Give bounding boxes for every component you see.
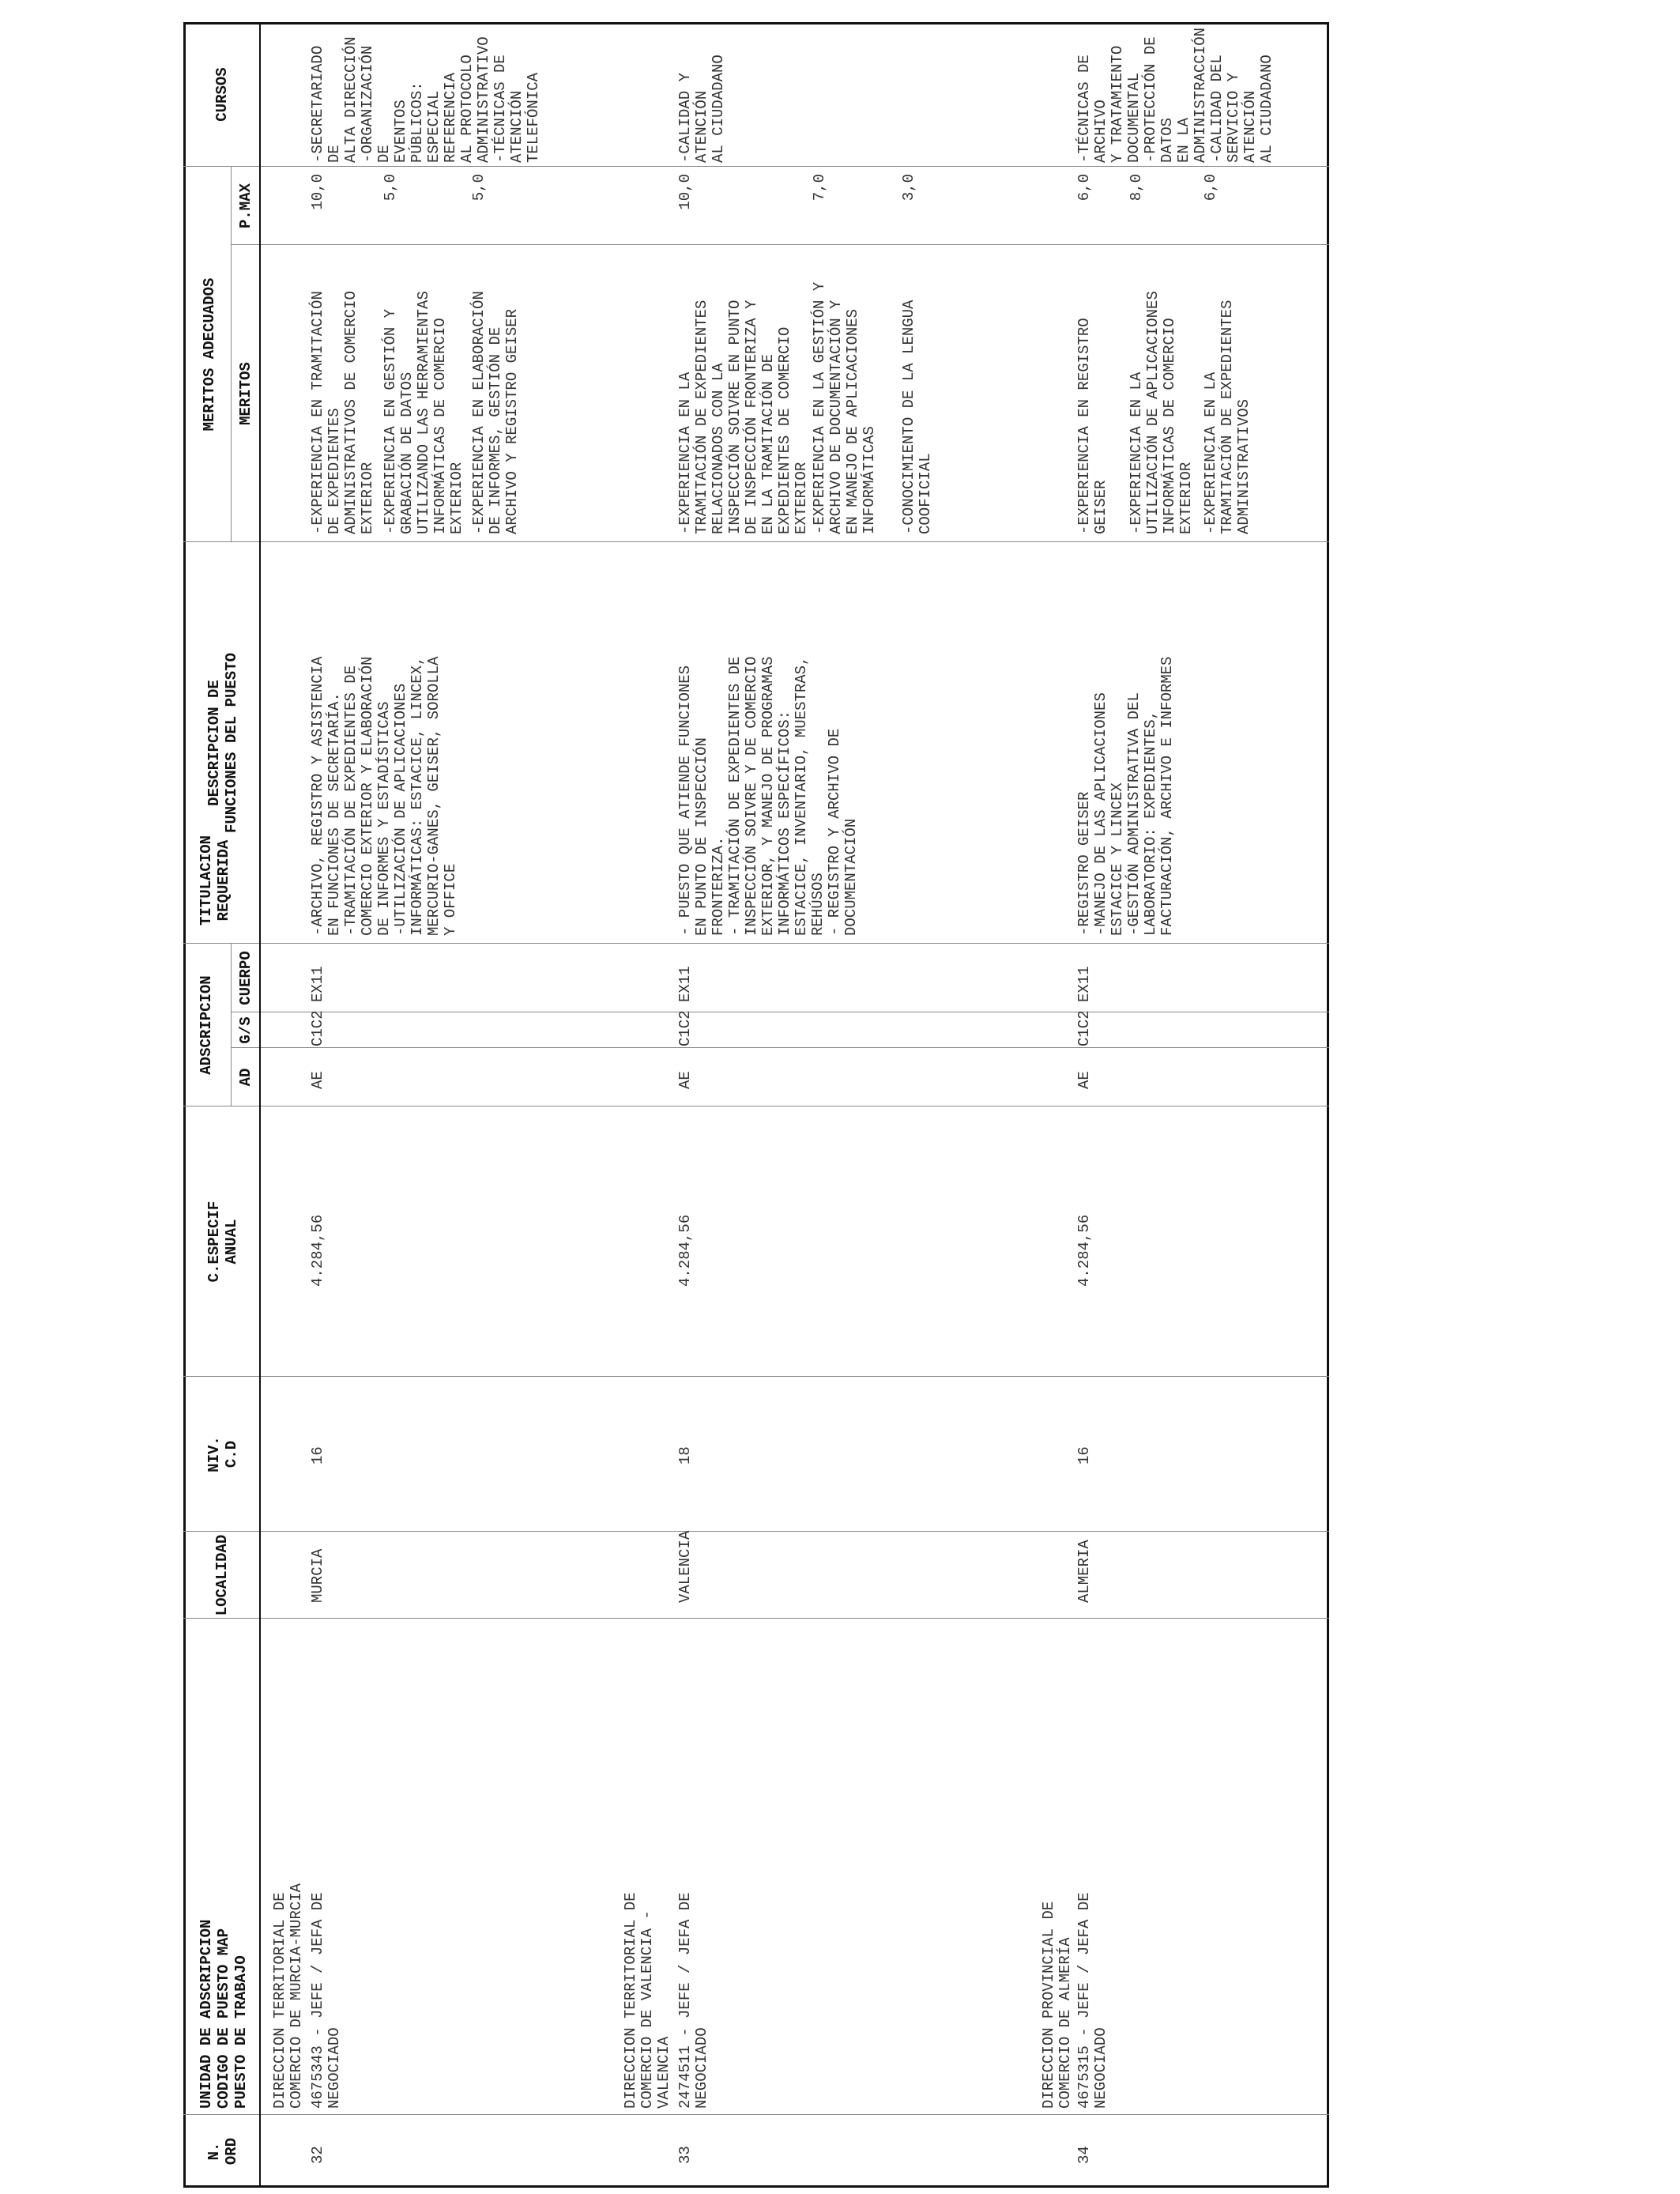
- row-33-pmax-1: 10,0: [676, 174, 694, 210]
- row-33-nivel: 18: [676, 1446, 694, 1465]
- col-divider: [183, 541, 1329, 542]
- row-33-merito-3: -CONOCIMIENTO DE LA LENGUA COOFICIAL: [900, 300, 934, 534]
- row-33-unit: DIRECCION TERRITORIAL DE COMERCIO DE VALENCIA - VALENCIA: [622, 1892, 672, 2109]
- header-gs-text: G/S: [237, 1016, 254, 1044]
- row-33-ad: AE: [676, 1071, 694, 1089]
- header-meritos-adecuados-text: MERITOS ADECUADOS: [201, 277, 218, 432]
- row-34-pmax-1: 6,0: [1075, 174, 1093, 202]
- header-meritos: [237, 245, 254, 542]
- col-divider: [183, 2114, 1329, 2115]
- header-unidad-line3: PUESTO DE TRABAJO: [232, 1955, 250, 2109]
- header-cursos-text: CURSOS: [213, 67, 231, 122]
- header-rule: [259, 22, 261, 2188]
- row-32-ad: AE: [309, 1071, 326, 1089]
- header-titulacion-line2: REQUERIDA: [215, 839, 232, 922]
- header-cursos: [213, 22, 231, 167]
- row-32-descripcion: -ARCHIVO, REGISTRO Y ASISTENCIA EN FUNCIONES DE SECRETARÍA. -TRAMITACIÓN DE EXPEDIENTES DE COMERCIO EXTERIOR Y ELABORACIÓN DE INFORMES Y ESTADÍSTICAS -UTILIZACIÓN DE APLICACIONES INFORMÁTICAS: ESTACICE, LINCEX, MERCURIO-GANES, GEISER, SOROLLA Y OFFICE: [309, 656, 459, 936]
- header-adscripcion-text: ADSCRIPCION: [198, 975, 215, 1075]
- header-n-ord-line1: N.: [205, 2142, 223, 2161]
- col-divider: [183, 1376, 1329, 1377]
- header-pmax: [237, 167, 254, 245]
- header-meritos-text: MERITOS: [237, 362, 254, 425]
- row-33-merito-2: -EXPERIENCIA EN LA GESTIÓN Y ARCHIVO DE DOCUMENTACIÓN Y EN MANEJO DE APLICACIONES INFORMÁTICAS: [811, 281, 878, 534]
- header-n-ord: [205, 2115, 240, 2188]
- row-34-cuerpo: EX11: [1075, 966, 1093, 1002]
- row-32-pmax-2: 5,0: [382, 174, 399, 202]
- header-pmax-text: P.MAX: [237, 183, 254, 229]
- col-divider: [183, 166, 1329, 167]
- row-34-order: 34: [1075, 2146, 1093, 2164]
- row-32-pmax-3: 5,0: [470, 174, 488, 202]
- row-34-merito-3: -EXPERIENCIA EN LA TRAMITACIÓN DE EXPEDIENTES ADMINISTRATIVOS: [1202, 300, 1252, 534]
- row-34-nivel: 16: [1075, 1446, 1093, 1465]
- row-33-gs: C1C2: [676, 1010, 694, 1046]
- row-32-localidad: MURCIA: [309, 1548, 326, 1603]
- header-descripcion-line1: DESCRIPCION DE: [205, 680, 223, 806]
- row-34-pmax-3: 6,0: [1202, 174, 1219, 202]
- col-divider: [183, 1618, 1329, 1619]
- header-titulacion-line1: TITULACION: [198, 835, 215, 926]
- row-32-merito-1: -EXPERIENCIA EN TRAMITACIÓN DE EXPEDIENTES ADMINISTRATIVOS DE COMERCIO EXTERIOR: [309, 291, 376, 534]
- col-divider: [231, 1047, 1329, 1048]
- row-33-pmax-2: 7,0: [811, 174, 828, 202]
- header-unidad-line1: UNIDAD DE ADSCRIPCION: [198, 1919, 215, 2109]
- row-32-gs: C1C2: [309, 1010, 326, 1046]
- header-nivel: [205, 1377, 240, 1532]
- row-33-post: 2474511 - JEFE / JEFA DE NEGOCIADO: [676, 1892, 710, 2109]
- row-34-post: 4675315 - JEFE / JEFA DE NEGOCIADO: [1075, 1892, 1109, 2109]
- header-meritos-adecuados: [201, 167, 218, 542]
- row-34-unit: DIRECCION PROVINCIAL DE COMERCIO DE ALMERÍA: [1040, 1901, 1074, 2109]
- row-32-merito-3: -EXPERIENCIA EN ELABORACIÓN DE INFORMES, GESTIÓN DE ARCHIVO Y REGISTRO GEISER: [470, 291, 521, 534]
- header-c-especif-line2: ANUAL: [223, 1219, 240, 1265]
- header-ad-text: AD: [237, 1068, 254, 1087]
- row-33-descripcion: - PUESTO QUE ATIENDE FUNCIONES EN PUNTO DE INSPECCIÓN FRONTERIZA. - TRAMITACIÓN DE EXPEDIENTES DE INSPECCIÓN SOIVRE Y DE COMERCIO EXTERIOR, Y MANEJO DE PROGRAMAS INFORMÁTICOS ESPECÍFICOS: ESTACICE, INVENTARIO, MUESTRAS, REHÚSOS - REGISTRO Y ARCHIVO DE DOCUMENTACIÓN: [676, 656, 860, 936]
- header-c-especif-line1: C.ESPECIF: [205, 1201, 223, 1283]
- row-34-merito-2: -EXPERIENCIA EN LA UTILIZACIÓN DE APLICACIONES INFORMÁTICAS DE COMERCIO EXTERIOR: [1128, 291, 1195, 534]
- row-32-unit: DIRECCION TERRITORIAL DE COMERCIO DE MURCIA-MURCIA: [271, 1883, 305, 2109]
- row-33-cuerpo: EX11: [676, 966, 694, 1002]
- rotated-page: [183, 22, 1329, 2188]
- row-34-descripcion: -REGISTRO GEISER -MANEJO DE LAS APLICACIONES ESTACICE Y LINCEX -GESTIÓN ADMINISTRATIVA DEL LABORATORIO: EXPEDIENTES, FACTURACIÓN, ARCHIVO E INFORMES: [1075, 656, 1176, 936]
- header-localidad-text: LOCALIDAD: [213, 1534, 231, 1616]
- row-33-cursos: -CALIDAD Y ATENCIÓN AL CIUDADANO: [676, 55, 727, 163]
- row-34-ad: AE: [1075, 1071, 1093, 1089]
- col-divider: [183, 943, 1329, 944]
- row-33-order: 33: [676, 2146, 694, 2164]
- row-33-localidad: VALENCIA: [676, 1530, 694, 1603]
- row-32-order: 32: [309, 2146, 326, 2164]
- row-33-c-especif: 4.284,56: [676, 1214, 694, 1287]
- header-nivel-line2: C.D: [223, 1440, 240, 1468]
- row-34-localidad: ALMERIA: [1075, 1540, 1093, 1603]
- header-descripcion: [205, 542, 240, 944]
- header-unidad: [198, 1634, 250, 2109]
- header-ad: [237, 1048, 254, 1106]
- row-32-c-especif: 4.284,56: [309, 1214, 326, 1287]
- header-gs: [237, 1012, 254, 1048]
- header-c-especif: [205, 1106, 240, 1377]
- header-unidad-line2: CODIGO DE PUESTO MAP: [215, 1928, 232, 2109]
- header-localidad: [213, 1532, 231, 1619]
- col-divider: [183, 1531, 1329, 1532]
- row-34-pmax-2: 8,0: [1128, 174, 1145, 202]
- row-33-pmax-3: 3,0: [900, 174, 917, 202]
- row-34-c-especif: 4.284,56: [1075, 1214, 1093, 1287]
- row-32-cuerpo: EX11: [309, 966, 326, 1002]
- row-32-pmax-1: 10,0: [309, 174, 326, 210]
- row-32-merito-2: -EXPERIENCIA EN GESTIÓN Y GRABACIÓN DE DATOS UTILIZANDO LAS HERRAMIENTAS INFORMÁTICAS DE COMERCIO EXTERIOR: [382, 291, 465, 534]
- header-nivel-line1: NIV.: [205, 1436, 223, 1472]
- header-cuerpo: [237, 944, 254, 1012]
- header-subrule: [231, 944, 232, 1106]
- header-subrule: [231, 167, 232, 542]
- header-n-ord-line2: ORD: [223, 2137, 240, 2166]
- row-34-gs: C1C2: [1075, 1010, 1093, 1046]
- row-32-post: 4675343 - JEFE / JEFA DE NEGOCIADO: [309, 1892, 343, 2109]
- row-33-merito-1: -EXPERIENCIA EN LA TRAMITACIÓN DE EXPEDIENTES RELACIONADOS CON LA INSPECCIÓN SOIVRE EN PUNTO DE INSPECCIÓN FRONTERIZA Y EN LA TRAMITACIÓN DE EXPEDIENTES DE COMERCIO EXTERIOR: [676, 300, 810, 534]
- row-34-cursos: -TÉCNICAS DE ARCHIVO Y TRATAMIENTO DOCUMENTAL -PROTECCIÓN DE DATOS EN LA ADMINISTRACCIÓN -CALIDAD DEL SERVICIO Y ATENCIÓN AL CIUDADANO: [1075, 27, 1275, 163]
- header-descripcion-line2: FUNCIONES DEL PUESTO: [223, 652, 240, 834]
- row-32-cursos: -SECRETARIADO DE ALTA DIRECCIÓN -ORGANIZACIÓN DE EVENTOS PÚBLICOS: ESPECIAL REFERENCIA AL PROTOCOLO ADMINISTRATIVO -TÉCNICAS DE ATENCIÓN TELEFÓNICA: [309, 36, 542, 163]
- header-cuerpo-text: CUERPO: [237, 951, 254, 1005]
- row-32-nivel: 16: [309, 1446, 326, 1465]
- header-adscripcion: [198, 944, 215, 1106]
- row-34-merito-1: -EXPERIENCIA EN REGISTRO GEISER: [1075, 318, 1109, 534]
